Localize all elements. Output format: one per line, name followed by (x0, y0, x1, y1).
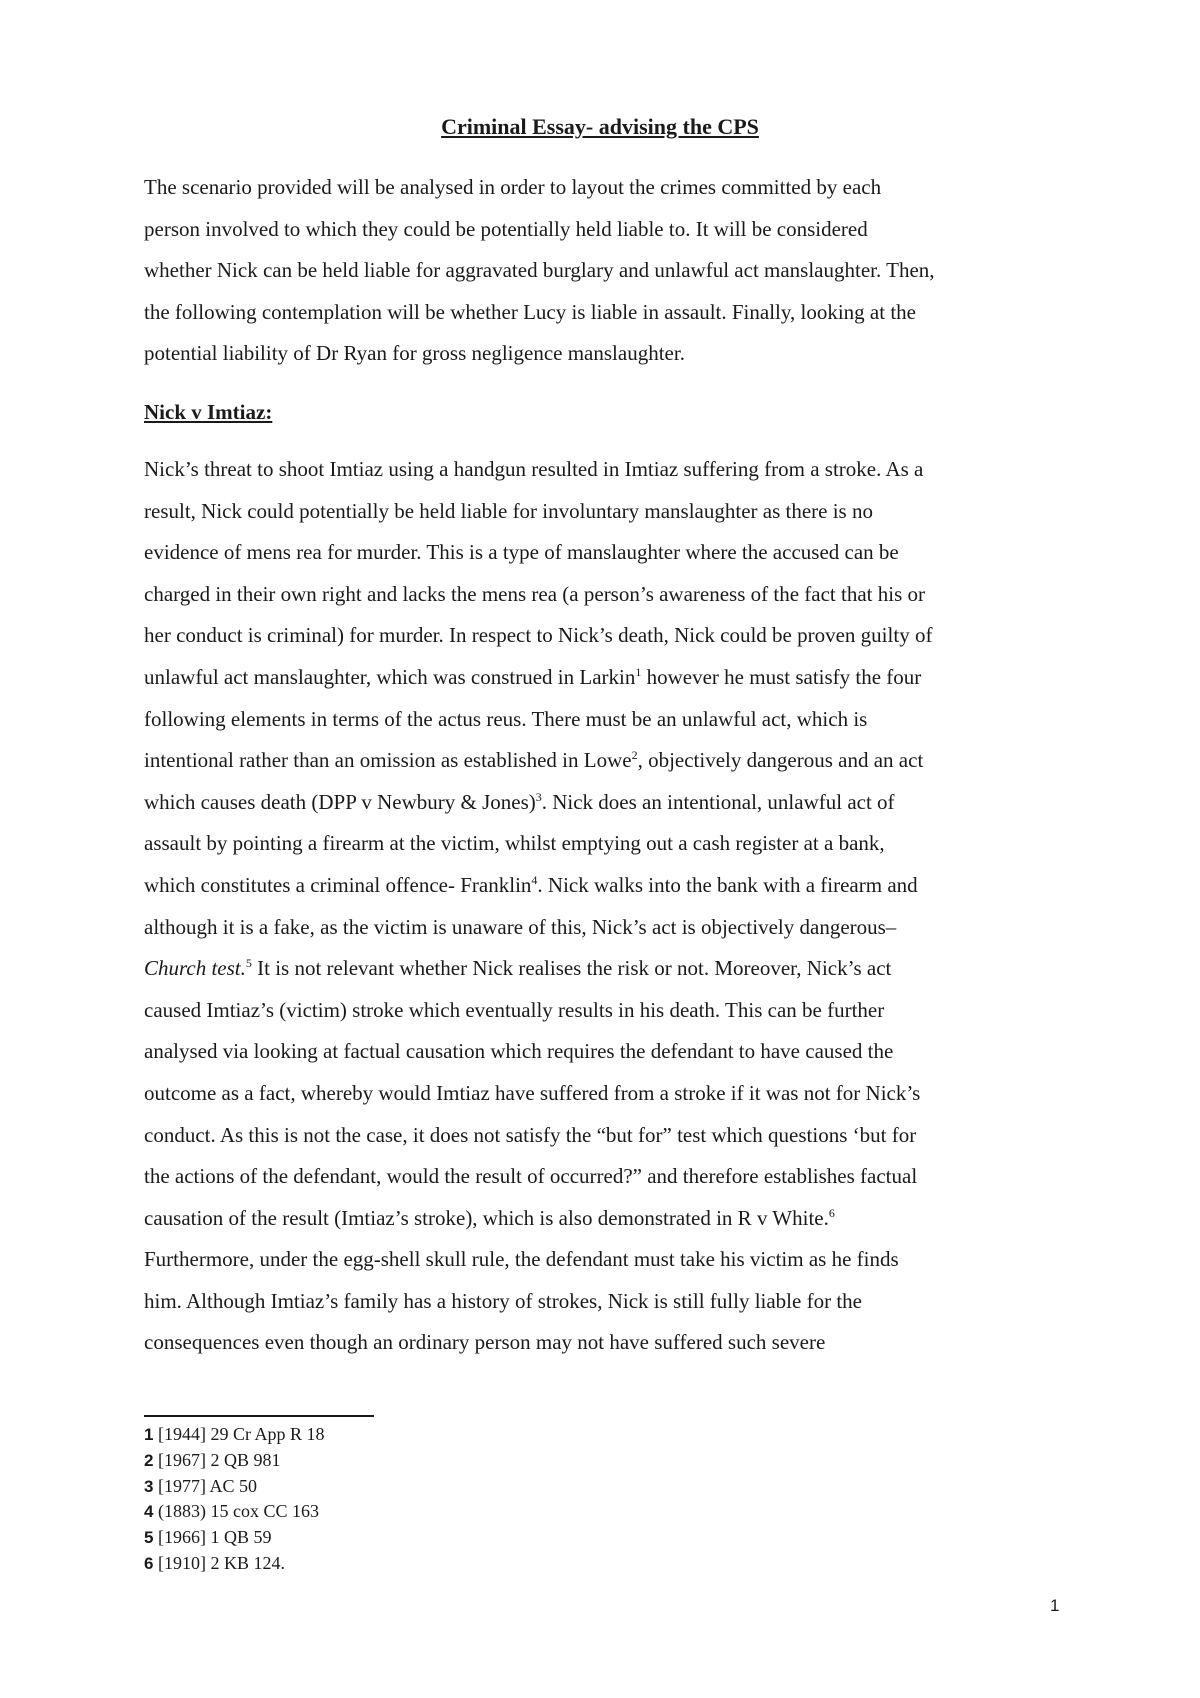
body-line: analysed via looking at factual causation which requires the defendant to have caused the (144, 1039, 894, 1064)
body-text-segment: causation of the result (Imtiaz’s stroke), which is also demonstrated in R v White. (144, 1205, 829, 1230)
footnote-text: [1910] 2 KB 124. (153, 1552, 285, 1573)
footnote-number: 6 (144, 1553, 154, 1573)
body-line: Furthermore, under the egg-shell skull rule, the defendant must take his victim as he finds (144, 1247, 899, 1272)
body-text-segment: It is not relevant whether Nick realises the risk or not. Moreover, Nick’s act (251, 956, 892, 981)
footnote-number: 4 (144, 1502, 154, 1522)
intro-line: person involved to which they could be potentially held liable to. It will be considered (144, 216, 868, 241)
footnote-number: 1 (144, 1425, 154, 1444)
essay-title: Criminal Essay- advising the CPS (441, 114, 759, 139)
body-line: assault by pointing a firearm at the victim, whilst emptying out a cash register at a bank, (144, 831, 885, 856)
body-text-segment: unlawful act manslaughter, which was construed in Larkin (144, 664, 636, 689)
body-text-segment: which causes death (DPP v Newbury & Jones) (144, 789, 536, 814)
body-line (144, 948, 1064, 990)
body-line: result, Nick could potentially be held liable for involuntary manslaughter as there is no (144, 498, 873, 523)
footnote-number: 2 (144, 1450, 154, 1470)
footnote-item (144, 1499, 324, 1525)
footnote-ref-3: 3 (535, 789, 542, 804)
intro-paragraph (144, 167, 1064, 375)
footnote-text: [1966] 1 QB 59 (153, 1527, 272, 1548)
footnote-text: (1883) 15 cox CC 163 (153, 1501, 319, 1522)
footnote-ref-2: 2 (631, 748, 638, 763)
body-line: outcome as a fact, whereby would Imtiaz have suffered from a stroke if it was not for Nick’s (144, 1080, 921, 1105)
footnote-number: 5 (144, 1528, 154, 1548)
footnote-ref-5: 5 (245, 956, 252, 971)
body-text-segment: intentional rather than an omission as established in Lowe (144, 748, 632, 773)
body-line: evidence of mens rea for murder. This is a type of manslaughter where the accused can be (144, 540, 899, 565)
footnote-number: 3 (144, 1476, 154, 1496)
body-line (144, 865, 1064, 907)
intro-line: The scenario provided will be analysed in order to layout the crimes committed by each (144, 175, 882, 199)
body-line: conduct. As this is not the case, it does not satisfy the “but for” test which questions ‘but for (144, 1122, 917, 1147)
body-line: her conduct is criminal) for murder. In respect to Nick’s death, Nick could be proven guilty of (144, 623, 933, 648)
body-text-segment: . Nick does an intentional, unlawful act of (541, 789, 895, 814)
footnote-item (144, 1525, 324, 1551)
case-name-italic: Church test. (144, 956, 246, 981)
footnote-item (144, 1448, 324, 1474)
footnote-text: [1967] 2 QB 981 (153, 1449, 281, 1470)
footnote-item (144, 1551, 324, 1577)
body-text-segment: which constitutes a criminal offence- Franklin (144, 872, 532, 897)
body-line: although it is a fake, as the victim is unaware of this, Nick’s act is objectively dangerous– (144, 914, 897, 939)
footnote-item (144, 1422, 324, 1448)
intro-line: whether Nick can be held liable for aggravated burglary and unlawful act manslaughter. Then, (144, 258, 935, 283)
body-line (144, 657, 1064, 699)
footnote-separator (144, 1415, 374, 1417)
body-line (144, 782, 1064, 824)
footnote-item (144, 1474, 324, 1500)
intro-line: potential liability of Dr Ryan for gross negligence manslaughter. (144, 341, 685, 366)
footnotes (144, 1422, 324, 1577)
body-line: charged in their own right and lacks the mens rea (a person’s awareness of the fact that his or (144, 581, 926, 606)
body-text-segment: , objectively dangerous and an act (637, 748, 924, 773)
page-number: 1 (1050, 1596, 1060, 1615)
main-paragraph (144, 449, 1064, 1364)
footnote-ref-6: 6 (828, 1205, 835, 1220)
body-line (144, 740, 1064, 782)
body-line: following elements in terms of the actus reus. There must be an unlawful act, which is (144, 706, 868, 731)
body-line: caused Imtiaz’s (victim) stroke which eventually results in his death. This can be further (144, 997, 885, 1022)
body-line (144, 1198, 1064, 1240)
body-text-segment: however he must satisfy the four (641, 664, 922, 689)
footnote-text: [1977] AC 50 (153, 1475, 257, 1496)
body-line: the actions of the defendant, would the result of occurred?” and therefore establishes factual (144, 1164, 918, 1189)
body-line: him. Although Imtiaz’s family has a history of strokes, Nick is still fully liable for the (144, 1288, 862, 1313)
intro-line: the following contemplation will be whether Lucy is liable in assault. Finally, looking at the (144, 299, 916, 324)
body-text-segment: . Nick walks into the bank with a firearm and (537, 872, 918, 897)
section-heading: Nick v Imtiaz: (144, 400, 273, 424)
body-line: consequences even though an ordinary person may not have suffered such severe (144, 1330, 826, 1355)
footnote-ref-4: 4 (531, 872, 538, 887)
body-line: Nick’s threat to shoot Imtiaz using a handgun resulted in Imtiaz suffering from a stroke. As a (144, 457, 924, 481)
footnote-text: [1944] 29 Cr App R 18 (153, 1424, 325, 1444)
footnote-ref-1: 1 (635, 664, 642, 679)
